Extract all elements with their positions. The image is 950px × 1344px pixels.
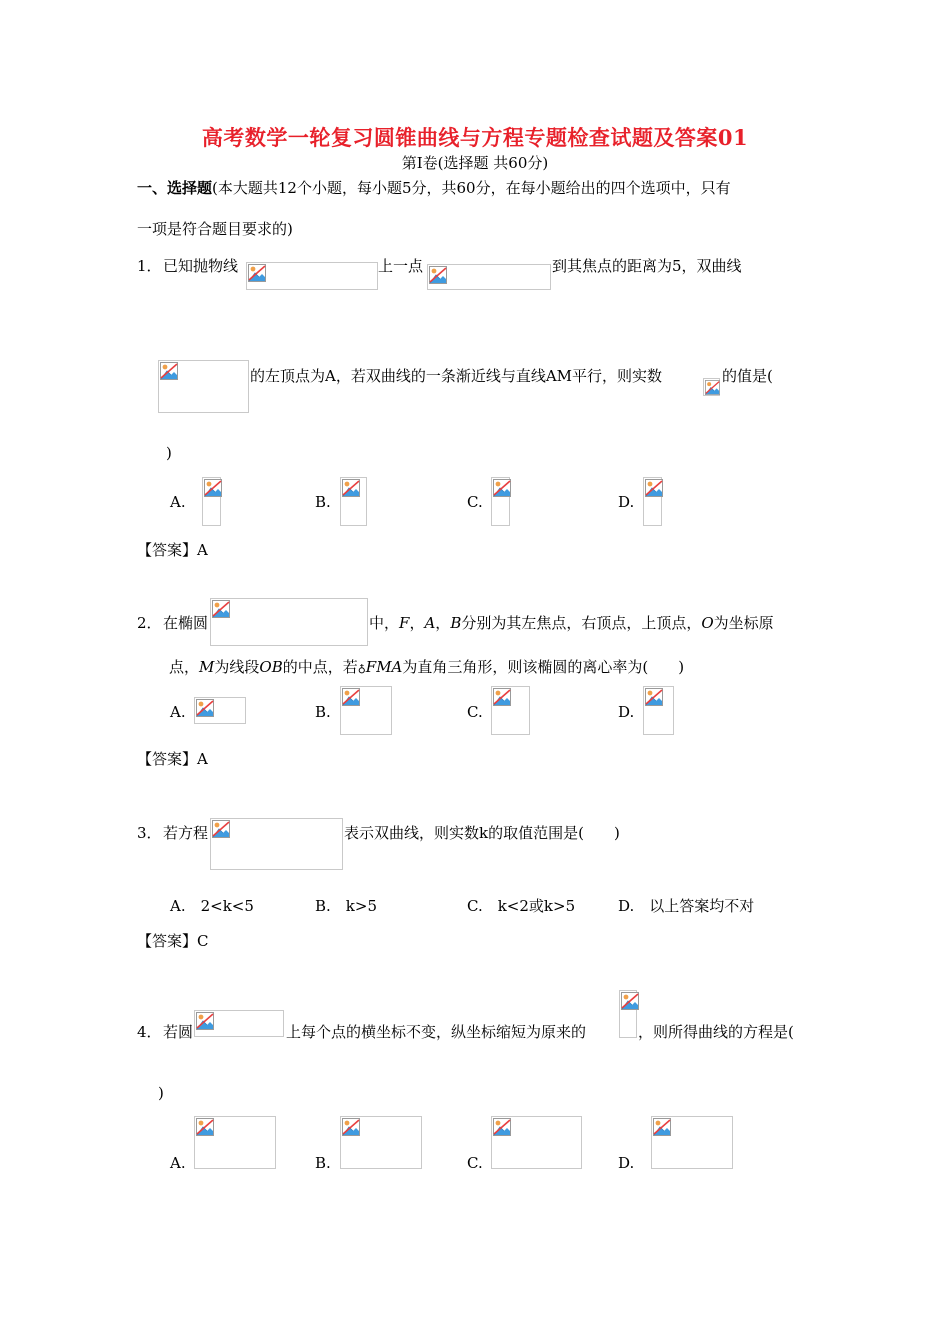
broken-image-icon <box>619 990 637 1038</box>
option-b: B. <box>315 493 331 511</box>
question-2-text: 在椭圆 <box>163 614 209 632</box>
option-d: D. <box>618 1154 635 1172</box>
broken-image-icon <box>340 686 392 735</box>
question-2-text: 点，M为线段OB的中点，若♁FMA为直角三角形，则该椭圆的离心率为( ) <box>169 658 685 676</box>
option-a: A. <box>170 703 186 721</box>
broken-image-icon <box>491 1116 582 1169</box>
question-4-number: 4． <box>137 1023 162 1041</box>
question-1-text: ) <box>166 444 172 462</box>
question-3-text: 若方程 <box>163 824 209 842</box>
question-3-text: 表示双曲线，则实数k的取值范围是( ) <box>344 824 620 842</box>
broken-image-icon <box>643 686 674 735</box>
broken-image-icon <box>340 477 367 526</box>
option-a: A. 2<k<5 <box>170 897 254 915</box>
question-1-text: 的左顶点为A，若双曲线的一条渐近线与直线AM平行，则实数 <box>250 367 663 385</box>
question-4-text: 上每个点的横坐标不变，纵坐标缩短为原来的 <box>286 1023 587 1041</box>
broken-image-icon <box>210 818 343 870</box>
broken-image-icon <box>194 1116 276 1169</box>
broken-image-icon <box>651 1116 733 1169</box>
question-2-text: 中，F，A，B分别为其左焦点，右顶点，上顶点，O为坐标原 <box>369 614 774 632</box>
answer: 【答案】C <box>137 932 209 950</box>
question-1-text: 到其焦点的距离为5，双曲线 <box>552 257 742 275</box>
option-c: C. <box>467 493 483 511</box>
question-4-text: ) <box>158 1084 164 1102</box>
option-c: C. <box>467 1154 483 1172</box>
option-d: D. <box>618 493 635 511</box>
question-2-number: 2． <box>137 614 162 632</box>
section-description-cont: 一项是符合题目要求的) <box>137 220 293 238</box>
broken-image-icon <box>210 598 368 646</box>
broken-image-icon <box>491 477 510 526</box>
broken-image-icon <box>703 378 720 396</box>
question-4-text: 若圆 <box>163 1023 194 1041</box>
option-c: C. k<2或k>5 <box>467 897 576 915</box>
option-b: B. <box>315 1154 331 1172</box>
option-b: B. <box>315 703 331 721</box>
question-1-number: 1． <box>137 257 162 275</box>
broken-image-icon <box>491 686 530 735</box>
broken-image-icon <box>194 697 246 724</box>
broken-image-icon <box>427 264 551 290</box>
section-label: 一、选择题 <box>137 179 213 197</box>
option-d: D. 以上答案均不对 <box>618 897 755 915</box>
option-d: D. <box>618 703 635 721</box>
broken-image-icon <box>340 1116 422 1169</box>
section-description: (本大题共12个小题，每小题5分，共60分，在每小题给出的四个选项中，只有 <box>212 179 731 197</box>
broken-image-icon <box>643 477 662 526</box>
option-a: A. <box>170 493 186 511</box>
question-4-text: ，则所得曲线的方程是( <box>638 1023 794 1041</box>
question-1-text: 已知抛物线 <box>163 257 239 275</box>
part-heading: 第Ⅰ卷(选择题 共60分) <box>401 154 549 172</box>
answer: 【答案】A <box>137 541 208 559</box>
answer: 【答案】A <box>137 750 208 768</box>
section-header <box>137 178 731 198</box>
broken-image-icon <box>246 262 378 290</box>
broken-image-icon <box>194 1010 284 1037</box>
option-a: A. <box>170 1154 186 1172</box>
question-3-number: 3． <box>137 824 162 842</box>
broken-image-icon <box>202 477 221 526</box>
question-1-text: 的值是( <box>722 367 773 385</box>
option-b: B. k>5 <box>315 897 377 915</box>
broken-image-icon <box>158 360 249 413</box>
question-1-text: 上一点 <box>378 257 424 275</box>
option-c: C. <box>467 703 483 721</box>
document-title: 高考数学一轮复习圆锥曲线与方程专题检查试题及答案01 <box>201 125 749 150</box>
